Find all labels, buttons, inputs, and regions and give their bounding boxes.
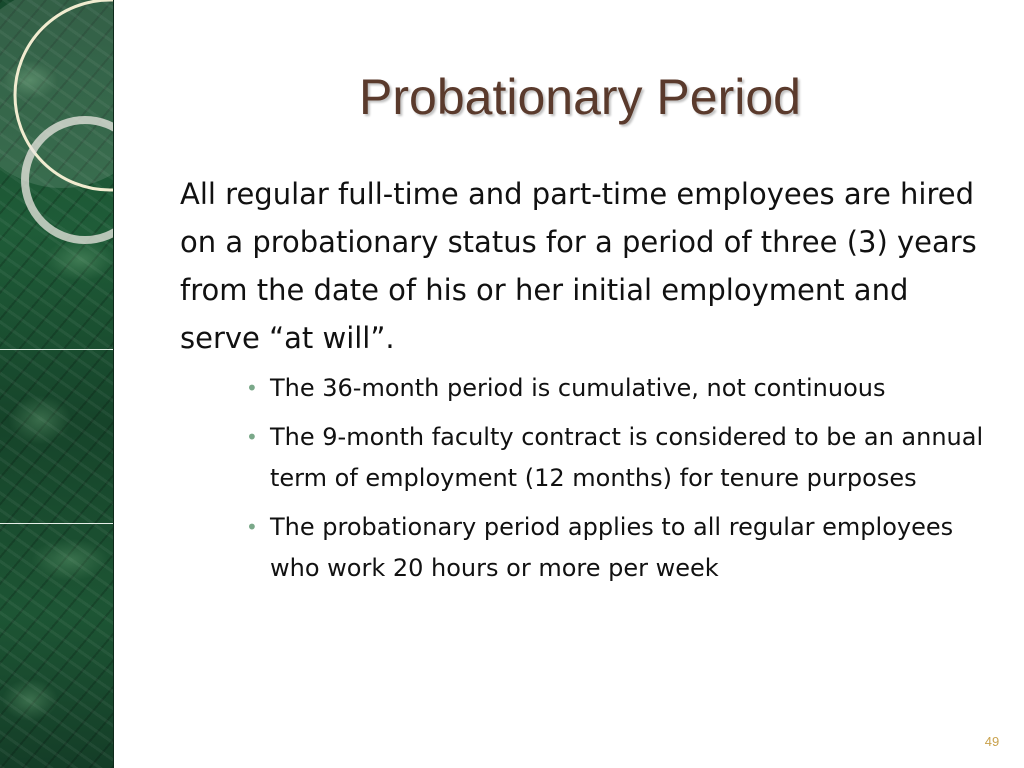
slide-title: Probationary Period [359, 69, 801, 125]
sidebar-divider [0, 523, 113, 524]
bullet-icon: • [246, 425, 258, 449]
decorative-sidebar [0, 0, 114, 768]
bullet-text: The 36-month period is cumulative, not continuous [270, 374, 886, 402]
sidebar-divider [0, 349, 113, 350]
bullet-icon: • [246, 376, 258, 400]
list-item [246, 417, 1006, 499]
rings-decoration-icon [0, 0, 113, 768]
list-item [246, 507, 1006, 589]
page-number: 49 [984, 734, 1000, 749]
bullet-text: The probationary period applies to all regular employees who work 20 hours or more per week [270, 513, 954, 582]
main-paragraph: All regular full-time and part-time employees are hired on a probationary status for a period of three (3) years from the date of his or her initial employment and serve “at will”. [180, 177, 977, 355]
bullet-list [246, 368, 1006, 597]
list-item [246, 368, 1006, 409]
bullet-text: The 9-month faculty contract is considered to be an annual term of employment (12 months) for tenure purposes [270, 423, 984, 492]
bullet-icon: • [246, 515, 258, 539]
